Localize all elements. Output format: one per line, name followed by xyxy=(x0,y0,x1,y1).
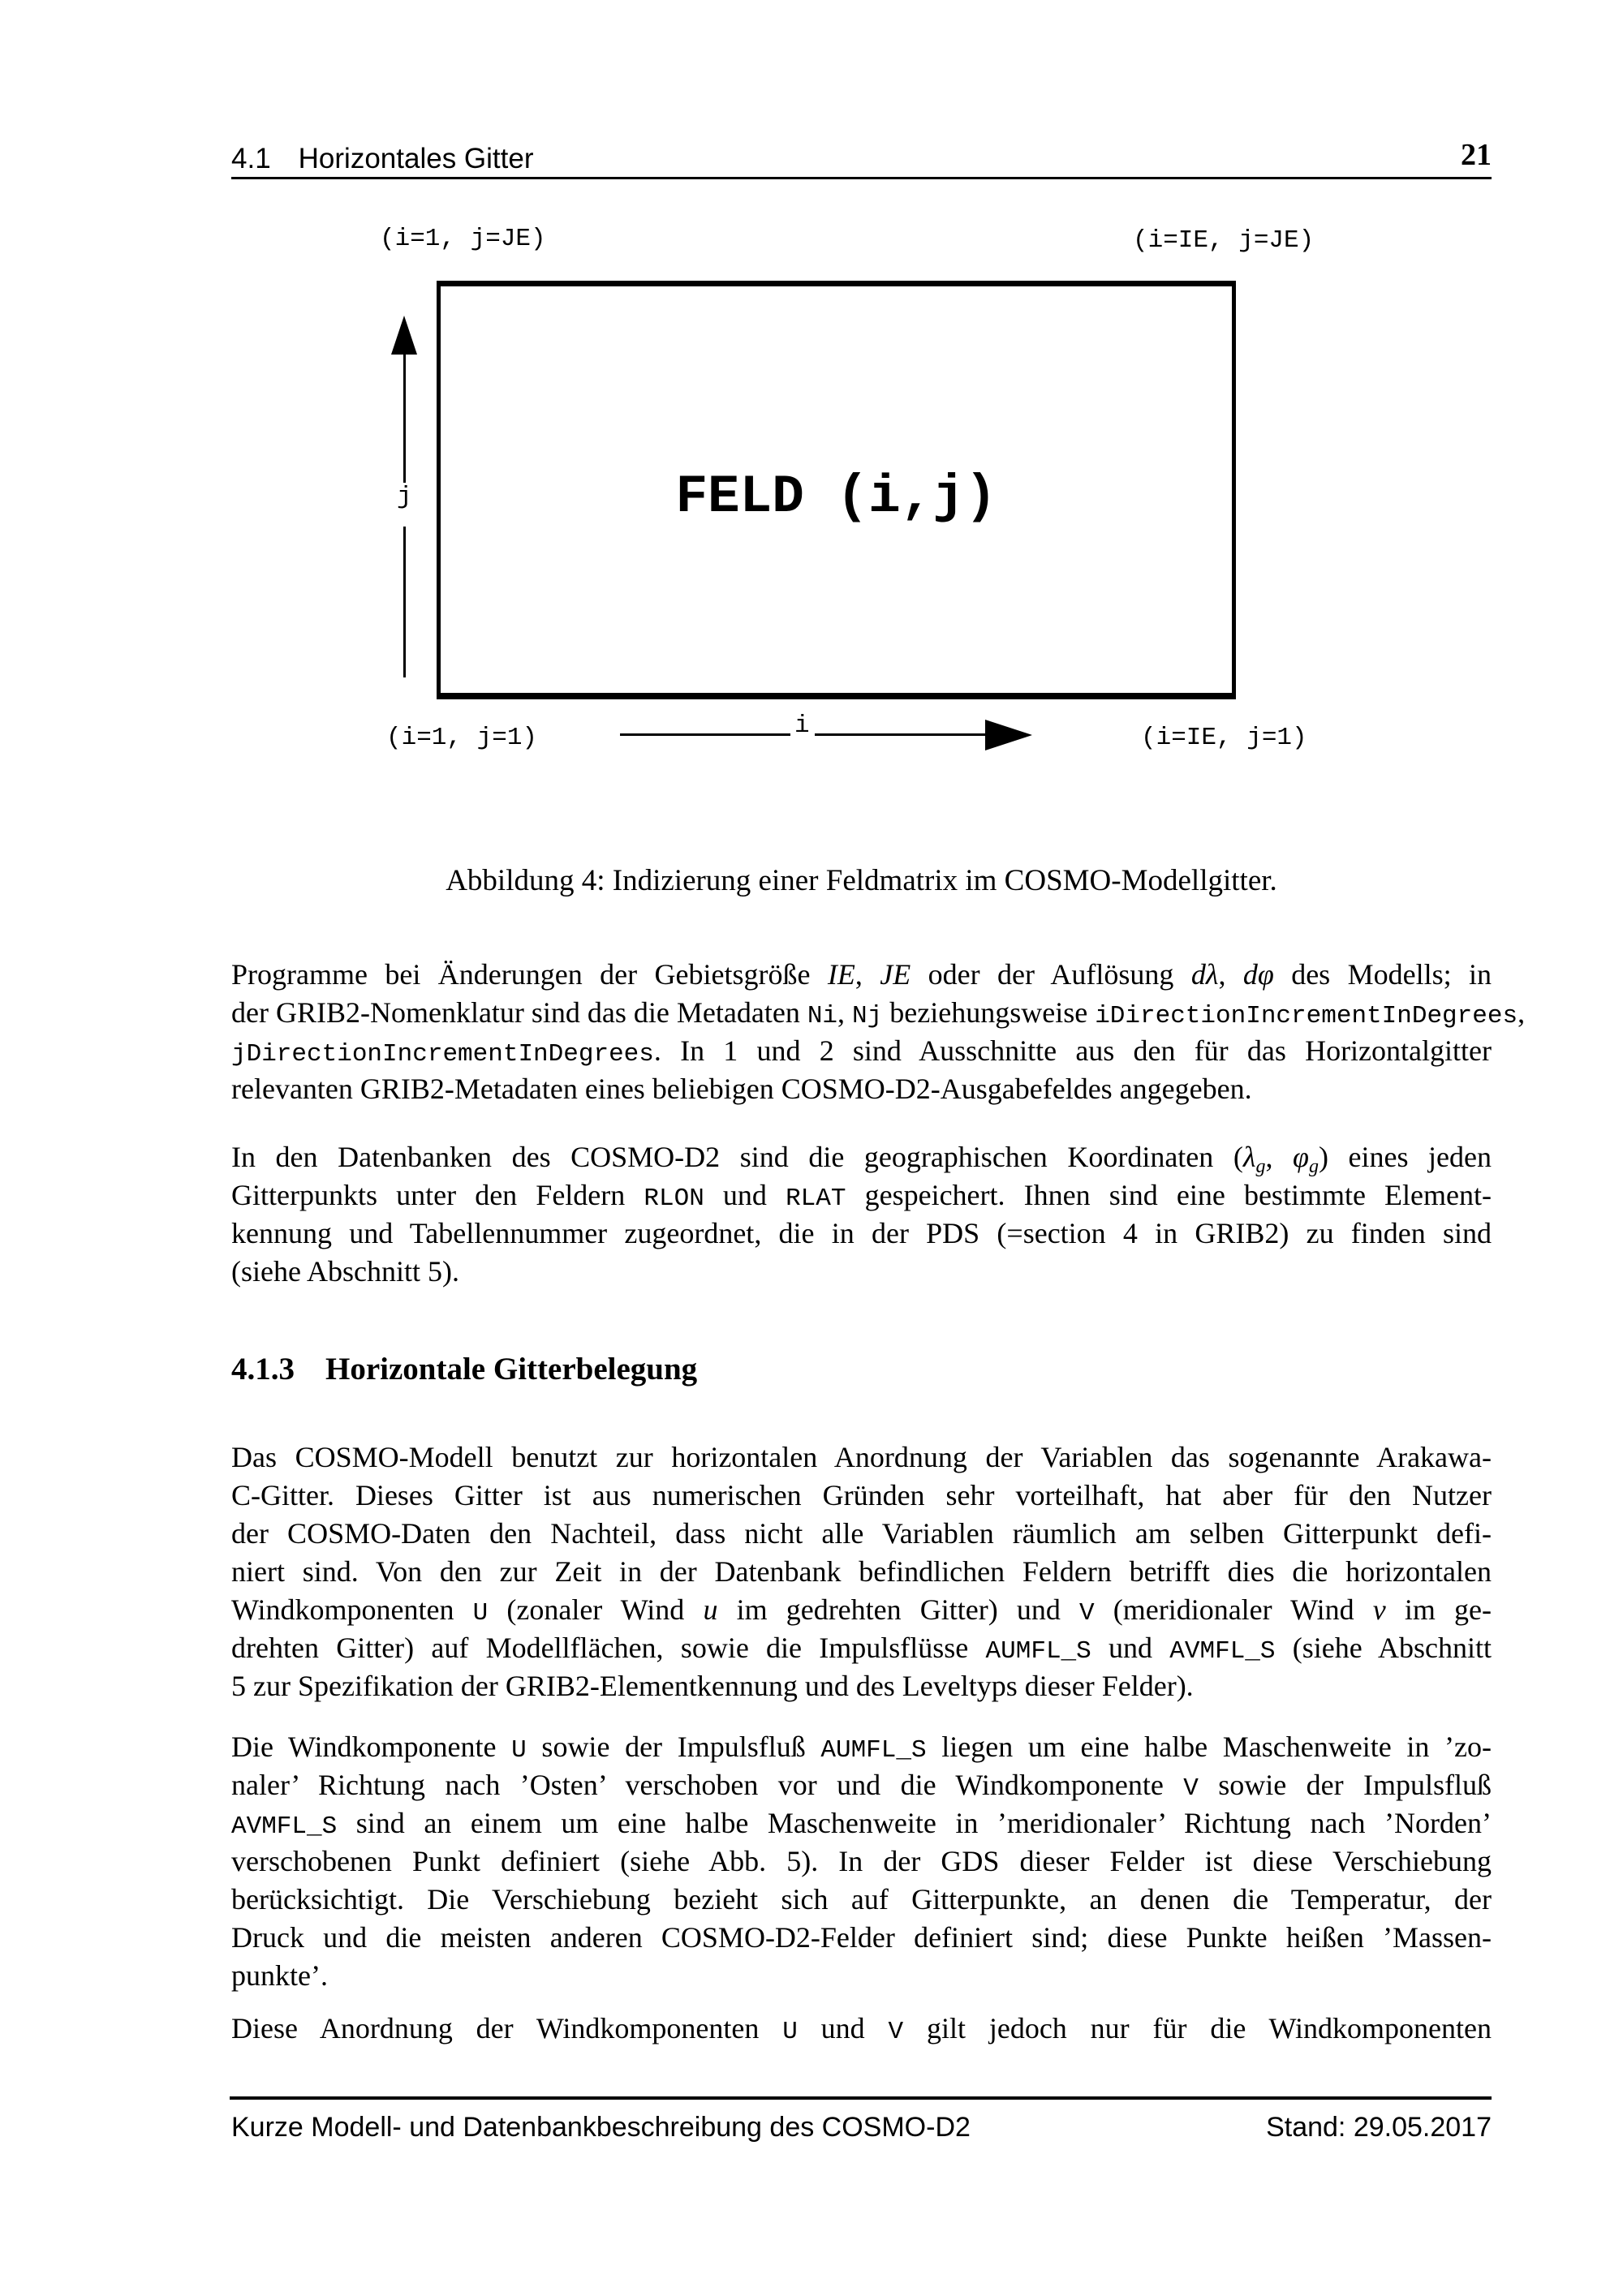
text-line: Programme bei Änderungen der Gebietsgröße IE, JE oder der Auflösung dλ, dφ des Modells; in xyxy=(231,958,1492,991)
paragraph xyxy=(231,2010,1492,2048)
section-heading xyxy=(231,1350,697,1388)
corner-label-top-right: (i=IE, j=JE) xyxy=(1133,226,1315,255)
text-line: Windkomponenten U (zonaler Wind u im gedrehten Gitter) und V (meridionaler Wind v im ge- xyxy=(231,1593,1492,1627)
text-line: C-Gitter. Dieses Gitter ist aus numerischen Gründen sehr vorteilhaft, hat aber für den Nutzer xyxy=(231,1479,1492,1511)
text-line: verschobenen Punkt definiert (siehe Abb. 5). In der GDS dieser Felder ist diese Verschiebung xyxy=(231,1845,1492,1877)
footer-document-title: Kurze Modell- und Datenbankbeschreibung des COSMO-D2 xyxy=(231,2112,971,2143)
running-header xyxy=(231,143,533,175)
paragraph xyxy=(231,1438,1492,1705)
text-line: (siehe Abschnitt 5). xyxy=(231,1255,459,1288)
paragraph xyxy=(231,1138,1492,1291)
figure-field-label: FELD (i,j) xyxy=(675,467,997,527)
i-axis-arrowhead-icon xyxy=(985,720,1032,750)
j-axis-label: j xyxy=(397,483,412,511)
text-line: berücksichtigt. Die Verschiebung bezieht sich auf Gitterpunkte, an denen die Temperatur, der xyxy=(231,1883,1492,1915)
text-line: niert sind. Von den zur Zeit in der Datenbank befindlichen Feldern betrifft dies die horizontalen xyxy=(231,1555,1492,1588)
corner-label-bottom-left: (i=1, j=1) xyxy=(386,724,538,752)
j-axis-arrow-line xyxy=(403,527,406,677)
text-line: naler’ Richtung nach ’Osten’ verschoben vor und die Windkomponente V sowie der Impulsfluß xyxy=(231,1769,1492,1803)
section-heading-number: 4.1.3 xyxy=(231,1352,295,1387)
text-line: der GRIB2-Nomenklatur sind das die Metadaten Ni, Nj beziehungsweise iDirectionIncrementInDegrees, xyxy=(231,996,1526,1030)
text-line: der COSMO-Daten den Nachteil, dass nicht alle Variablen räumlich am selben Gitterpunkt defi- xyxy=(231,1517,1492,1550)
text-line: jDirectionIncrementInDegrees. In 1 und 2 sind Ausschnitte aus den für das Horizontalgitter xyxy=(231,1034,1492,1068)
text-line: Druck und die meisten anderen COSMO-D2-Felder definiert sind; diese Punkte heißen ’Massen- xyxy=(231,1921,1492,1954)
text-line: Diese Anordnung der Windkomponenten U und V gilt jedoch nur für die Windkomponenten xyxy=(231,2012,1492,2046)
text-line: punkte’. xyxy=(231,1959,328,1992)
i-axis-label: i xyxy=(794,712,810,740)
text-line: Das COSMO-Modell benutzt zur horizontalen Anordnung der Variablen das sogenannte Arakawa- xyxy=(231,1441,1492,1473)
header-rule xyxy=(231,177,1492,179)
i-axis-arrow-line xyxy=(620,733,790,736)
j-axis-arrowhead-icon xyxy=(391,316,417,355)
footer-rule xyxy=(230,2096,1492,2100)
paragraph xyxy=(231,956,1526,1108)
text-line: In den Datenbanken des COSMO-D2 sind die geographischen Koordinaten (λg, φg) eines jeden xyxy=(231,1141,1492,1177)
paragraph xyxy=(231,1728,1492,1995)
corner-label-top-left: (i=1, j=JE) xyxy=(380,225,546,253)
j-axis-arrow-line xyxy=(403,355,406,483)
corner-label-bottom-right: (i=IE, j=1) xyxy=(1141,724,1307,752)
text-line: relevanten GRIB2-Metadaten eines beliebigen COSMO-D2-Ausgabefeldes angegeben. xyxy=(231,1073,1252,1105)
header-section-number: 4.1 xyxy=(231,143,271,174)
text-line: drehten Gitter) auf Modellflächen, sowie die Impulsflüsse AUMFL_S und AVMFL_S (siehe Abschnitt xyxy=(231,1632,1492,1666)
page-number: 21 xyxy=(1461,138,1492,172)
text-line: Die Windkomponente U sowie der Impulsfluß AUMFL_S liegen um eine halbe Maschenweite in ’zo- xyxy=(231,1731,1492,1765)
figure-caption: Abbildung 4: Indizierung einer Feldmatrix im COSMO-Modellgitter. xyxy=(446,864,1277,897)
i-axis-arrow-line xyxy=(815,733,985,736)
text-line: Gitterpunkts unter den Feldern RLON und RLAT gespeichert. Ihnen sind eine bestimmte Element- xyxy=(231,1179,1492,1213)
text-line: 5 zur Spezifikation der GRIB2-Elementkennung und des Leveltyps dieser Felder). xyxy=(231,1670,1194,1702)
text-line: kennung und Tabellennummer zugeordnet, die in der PDS (=section 4 in GRIB2) zu finden sind xyxy=(231,1217,1492,1249)
section-heading-title: Horizontale Gitterbelegung xyxy=(325,1352,698,1387)
footer-date: Stand: 29.05.2017 xyxy=(1266,2112,1492,2143)
header-section-title: Horizontales Gitter xyxy=(298,143,534,174)
text-line: AVMFL_S sind an einem um eine halbe Maschenweite in ’meridionaler’ Richtung nach ’Norden’ xyxy=(231,1807,1492,1841)
